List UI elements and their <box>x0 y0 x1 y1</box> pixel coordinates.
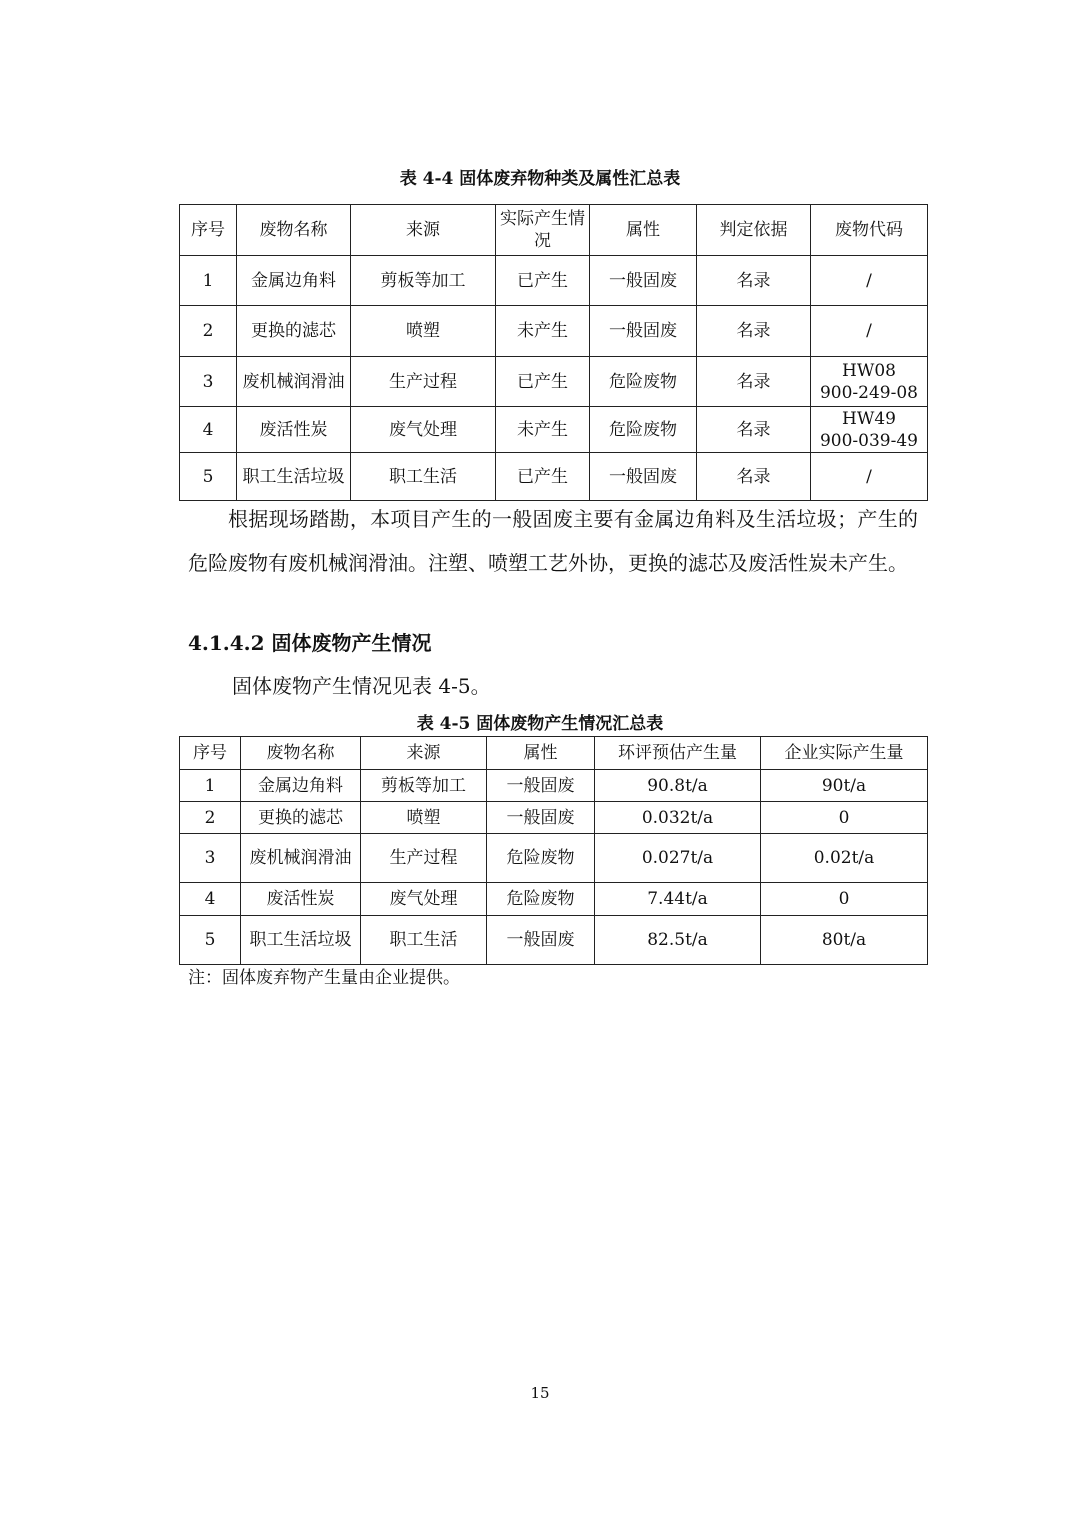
table-row <box>180 256 928 306</box>
table-row <box>180 770 928 802</box>
table-row <box>180 306 928 357</box>
cell-code <box>811 453 928 501</box>
code-category: / <box>866 270 872 291</box>
cell-source: 生产过程 <box>351 357 496 407</box>
cell-no: 3 <box>180 834 241 883</box>
table-row <box>180 916 928 965</box>
header-cell: 企业实际产生量 <box>761 737 928 770</box>
cell-name: 废机械润滑油 <box>237 357 351 407</box>
cell-attr: 危险废物 <box>487 883 595 916</box>
cell-no: 3 <box>180 357 237 407</box>
cell-actual: 0 <box>761 883 928 916</box>
header-cell: 环评预估产生量 <box>595 737 761 770</box>
table-row <box>180 357 928 407</box>
cell-status: 已产生 <box>496 453 590 501</box>
cell-source: 剪板等加工 <box>351 256 496 306</box>
code-number: 900-249-08 <box>819 382 918 403</box>
cell-name: 更换的滤芯 <box>241 802 361 834</box>
code-category: / <box>866 321 872 341</box>
header-cell: 属性 <box>487 737 595 770</box>
header-cell: 判定依据 <box>697 205 811 256</box>
code-category: HW49 <box>842 408 896 429</box>
code-category: HW08 <box>842 360 896 381</box>
cell-no: 4 <box>180 883 241 916</box>
section-heading: 4.1.4.2 固体废物产生情况 <box>188 631 432 655</box>
cell-name: 废机械润滑油 <box>241 834 361 883</box>
paragraph-text: 根据现场踏勘，本项目产生的一般固废主要有金属边角料及生活垃圾；产生的危险废物有废机械润滑油。注塑、喷塑工艺外协，更换的滤芯及废活性炭未产生。 <box>188 507 918 575</box>
cell-estimated: 82.5t/a <box>595 916 761 965</box>
cell-estimated: 0.027t/a <box>595 834 761 883</box>
cell-no: 1 <box>180 256 237 306</box>
cell-attr: 一般固废 <box>590 306 697 357</box>
header-cell: 属性 <box>590 205 697 256</box>
table-4-5-caption: 表 4-5 固体废物产生情况汇总表 <box>416 714 664 734</box>
table-4-4 <box>179 204 928 501</box>
cell-no: 5 <box>180 453 237 501</box>
cell-name: 金属边角料 <box>237 256 351 306</box>
body-paragraph <box>188 497 918 585</box>
cell-no: 2 <box>180 802 241 834</box>
cell-source: 废气处理 <box>351 407 496 453</box>
table-row <box>180 407 928 453</box>
cell-status: 未产生 <box>496 306 590 357</box>
header-cell: 废物名称 <box>241 737 361 770</box>
header-cell: 来源 <box>351 205 496 256</box>
code-number: 900-039-49 <box>819 430 918 451</box>
page-number: 15 <box>530 1384 550 1402</box>
cell-source: 喷塑 <box>361 802 487 834</box>
cell-source: 剪板等加工 <box>361 770 487 802</box>
cell-attr: 一般固废 <box>487 770 595 802</box>
cell-attr: 危险废物 <box>487 834 595 883</box>
cell-actual: 80t/a <box>761 916 928 965</box>
header-cell: 来源 <box>361 737 487 770</box>
header-cell: 序号 <box>180 737 241 770</box>
cell-basis: 名录 <box>697 453 811 501</box>
cell-estimated: 0.032t/a <box>595 802 761 834</box>
table-4-4-caption: 表 4-4 固体废弃物种类及属性汇总表 <box>399 169 681 189</box>
cell-status: 已产生 <box>496 256 590 306</box>
header-cell: 废物名称 <box>237 205 351 256</box>
cell-name: 废活性炭 <box>241 883 361 916</box>
cell-basis: 名录 <box>697 407 811 453</box>
table-row <box>180 834 928 883</box>
table-note: 注：固体废弃物产生量由企业提供。 <box>188 968 460 988</box>
cell-actual: 90t/a <box>761 770 928 802</box>
cell-code <box>811 256 928 306</box>
cell-attr: 危险废物 <box>590 407 697 453</box>
cell-no: 1 <box>180 770 241 802</box>
table-4-5 <box>179 736 928 965</box>
cell-name: 废活性炭 <box>237 407 351 453</box>
cell-name: 职工生活垃圾 <box>237 453 351 501</box>
table-row <box>180 883 928 916</box>
code-category: / <box>866 466 872 487</box>
cell-status: 未产生 <box>496 407 590 453</box>
cell-source: 职工生活 <box>351 453 496 501</box>
cell-source: 生产过程 <box>361 834 487 883</box>
cell-code <box>811 407 928 453</box>
cell-basis: 名录 <box>697 357 811 407</box>
cell-code <box>811 306 928 357</box>
cell-name: 职工生活垃圾 <box>241 916 361 965</box>
cell-estimated: 90.8t/a <box>595 770 761 802</box>
cell-code <box>811 357 928 407</box>
section-intro: 固体废物产生情况见表 4-5。 <box>232 674 491 698</box>
table-row <box>180 802 928 834</box>
header-cell: 废物代码 <box>811 205 928 256</box>
cell-name: 更换的滤芯 <box>237 306 351 357</box>
header-cell: 序号 <box>180 205 237 256</box>
cell-estimated: 7.44t/a <box>595 883 761 916</box>
cell-source: 喷塑 <box>351 306 496 357</box>
cell-no: 5 <box>180 916 241 965</box>
cell-attr: 一般固废 <box>590 453 697 501</box>
cell-attr: 一般固废 <box>487 802 595 834</box>
cell-actual: 0 <box>761 802 928 834</box>
header-cell: 实际产生情况 <box>496 205 590 256</box>
table-header-row <box>180 737 928 770</box>
cell-no: 4 <box>180 407 237 453</box>
cell-source: 职工生活 <box>361 916 487 965</box>
cell-status: 已产生 <box>496 357 590 407</box>
cell-source: 废气处理 <box>361 883 487 916</box>
table-header-row <box>180 205 928 256</box>
cell-attr: 一般固废 <box>590 256 697 306</box>
cell-name: 金属边角料 <box>241 770 361 802</box>
cell-actual: 0.02t/a <box>761 834 928 883</box>
table-row <box>180 453 928 501</box>
cell-basis: 名录 <box>697 256 811 306</box>
cell-no: 2 <box>180 306 237 357</box>
cell-attr: 一般固废 <box>487 916 595 965</box>
cell-basis: 名录 <box>697 306 811 357</box>
cell-attr: 危险废物 <box>590 357 697 407</box>
